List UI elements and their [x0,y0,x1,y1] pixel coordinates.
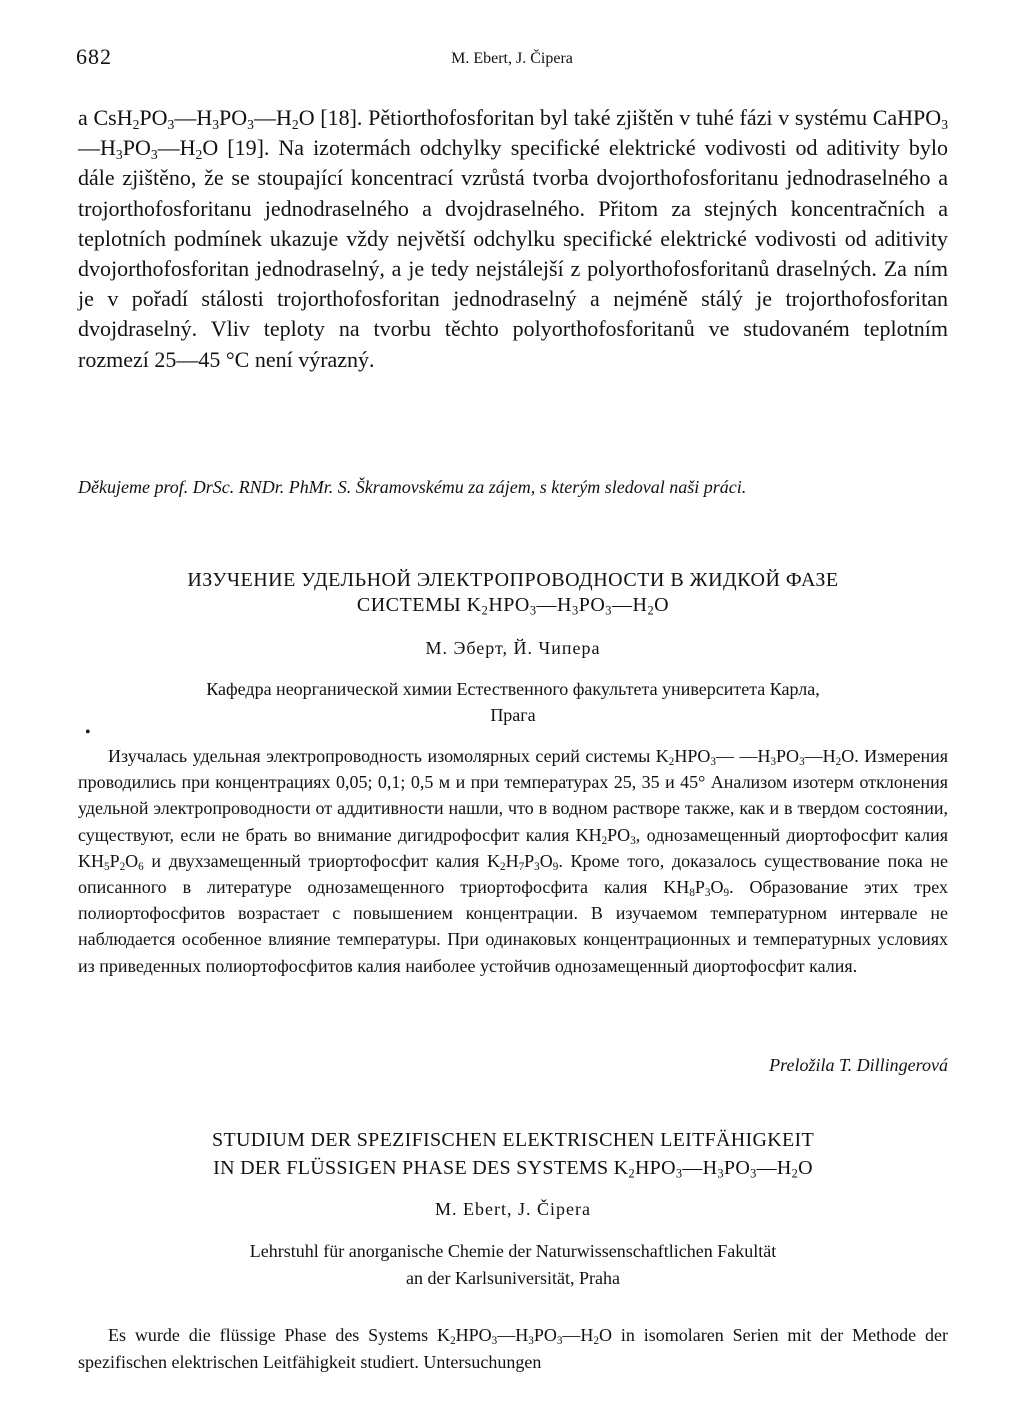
translator-credit: Preložila T. Dillingerová [769,1055,948,1075]
page-header [76,44,948,74]
acknowledgement: Děkujeme prof. DrSc. RNDr. PhMr. S. Škramovskému za zájem, s kterým sledoval naši práci. [78,477,747,497]
russian-summary-title: ИЗУЧЕНИЕ УДЕЛЬНОЙ ЭЛЕКТРОПРОВОДНОСТИ В ЖИДКОЙ ФАЗЕ СИСТЕМЫ $K_2HPO_3—H_3PO_3—H_2O$ [187,569,839,618]
russian-authors: М. Эберт, Й. Чипера [425,638,601,658]
german-affiliation: Lehrstuhl für anorganische Chemie der Naturwissenschaftlichen Fakultät an der Karlsuniversität, Praha [249,1241,777,1288]
german-authors: M. Ebert, J. Čipera [435,1199,591,1219]
running-head: M. Ebert, J. Čipera [451,50,573,67]
german-summary-title: STUDIUM DER SPEZIFISCHEN ELEKTRISCHEN LEITFÄHIGKEIT IN DER FLÜSSIGEN PHASE DES SYSTEMS $K_2HPO_3—H_3PO_3—H_2O$ [212,1129,814,1181]
russian-abstract: Изучалась удельная электропроводность изомолярных серий системы $K_2HPO_3—$ $—H_3PO_3—H_2O$. Измерения проводились при концентрациях 0,05; 0,1; 0,5 м и при температурах 25, 35 и 45° Анализом изотерм отклонения удельной электропроводности от аддитивности нашли, что в водном растворе также, как и в твердом состоянии, существуют, если не брать во внимание дигидрофосфит калия $KH_2PO_3$, однозамещенный диортофосфит калия $KH_5P_2O_6$ и двухзамещенный триортофосфит калия $K_2H_7P_3O_9$. Кроме того, доказалось существование пока не описанного в литературе однозамещенного триортофосфита калия $KH_8P_3O_9$. Образование этих трех полиортофосфитов возрастает с повышением концентрации. В изучаемом температурном интервале не наблюдается особенное влияние температуры. При одинаковых концентрационных и температурных условиях из приведенных полиортофосфитов калия наиболее устойчив однозамещенный диортофосфит калия. [78,746,948,976]
russian-affiliation: Кафедра неорганической химии Естественного факультета университета Карла, Прага [206,679,820,725]
page-number: 682 [76,44,112,69]
german-abstract: Es wurde die flüssige Phase des Systems $K_2HPO_3—H_3PO_3—H_2O$ in isomolaren Serien mit der Methode der spezifischen elektrischen Leitfähigkeit studiert. Untersuchungen [78,1325,948,1372]
bullet-mark: • [85,724,91,741]
czech-conclusion-paragraph: a $CsH_2PO_3—H_3PO_3—H_2O$ [18]. Pětiorthofosforitan byl také zjištěn v tuhé fázi v systému $CaHPO_3—H_3PO_3—H_2O$ [19]. Na izotermách odchylky specifické elektrické vodivosti od aditivity bylo dále zjištěno, že se stoupající koncentrací vzrůstá tvorba dvojorthofosforitanu jednodraselného a trojorthofosforitanu jednodraselného a dvojdraselného. Přitom za stejných koncentračních a teplotních podmínek ukazuje vždy největší odchylku specifické elektrické vodivosti od aditivity dvojorthofosforitan jednodraselný, a je tedy nejstálejší z polyorthofosforitanů draselných. Za ním je v pořadí stálosti trojorthofosforitan jednodraselný a nejméně stálý je trojorthofosforitan dvojdraselný. Vliv teploty na tvorbu těchto polyorthofosforitanů ve studovaném teplotním rozmezí 25—45 °C není výrazný. [78,105,948,372]
